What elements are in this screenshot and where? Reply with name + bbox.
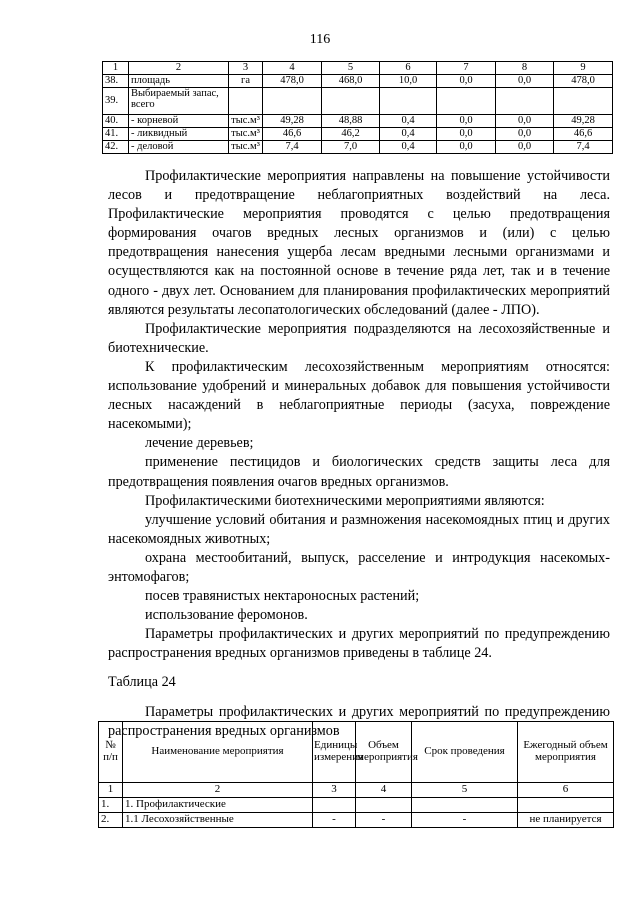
table-row: [103, 115, 613, 128]
table-row: [103, 88, 613, 115]
table-row: [103, 128, 613, 141]
header-cell: 1: [103, 62, 129, 75]
table-header-row: [103, 62, 613, 75]
row-volume: -: [356, 813, 412, 828]
header-cell: 8: [496, 62, 554, 75]
row-value: 0,0: [496, 141, 554, 154]
paragraph: Параметры профилактических и других мероприятий по предупреждению распространения вредных организмов приведены в таблице 24.: [108, 626, 610, 662]
header-cell: 7: [437, 62, 496, 75]
row-value: 49,28: [554, 115, 613, 128]
row-term: [412, 798, 518, 813]
forest-stock-table: [102, 61, 613, 154]
table-caption: Параметры профилактических и других мероприятий по предупреждению распространения вредных организмов: [108, 703, 610, 739]
row-value: 0,0: [496, 115, 554, 128]
page-number: 116: [309, 32, 331, 47]
row-value: 0,4: [380, 128, 437, 141]
table-row: [103, 75, 613, 88]
row-name: 1. Профилактические: [123, 798, 313, 813]
row-number: 41.: [103, 128, 129, 141]
row-value: 478,0: [554, 75, 613, 88]
table-row: [99, 813, 614, 828]
row-name: - деловой: [129, 141, 229, 154]
row-name: площадь: [129, 75, 229, 88]
row-value: 46,6: [263, 128, 322, 141]
paragraph: посев травянистых нектароносных растений;: [145, 588, 420, 605]
header-cell: 9: [554, 62, 613, 75]
row-value: 0,4: [380, 141, 437, 154]
paragraph: лечение деревьев;: [145, 435, 254, 452]
row-value: 0,4: [380, 115, 437, 128]
row-number: 2.: [99, 813, 123, 828]
table-header-row: [99, 722, 614, 783]
row-volume: [356, 798, 412, 813]
paragraph: улучшение условий обитания и размножения насекомоядных птиц и других насекомоядных животных;: [108, 511, 610, 547]
row-value: 7,0: [322, 141, 380, 154]
row-value: 478,0: [263, 75, 322, 88]
row-number: 38.: [103, 75, 129, 88]
row-annual: [518, 798, 614, 813]
row-name: - ликвидный: [129, 128, 229, 141]
paragraph: К профилактическим лесохозяйственным мероприятиям относятся: использование удобрений и минеральных добавок для повышения устойчивости лесных насаждений в неблагоприятные периоды (засуха, повреждение насекомыми);: [108, 358, 610, 433]
row-number: 1.: [99, 798, 123, 813]
row-name: Выбираемый запас, всего: [129, 88, 229, 115]
row-value: 46,2: [322, 128, 380, 141]
row-value: 10,0: [380, 75, 437, 88]
numbering-cell: 2: [123, 783, 313, 798]
row-value: 49,28: [263, 115, 322, 128]
row-value: 48,88: [322, 115, 380, 128]
table-label: Таблица 24: [108, 674, 176, 691]
header-cell: Наименование мероприятия: [123, 722, 313, 783]
row-value: 0,0: [437, 75, 496, 88]
row-value: [380, 88, 437, 115]
row-value: 0,0: [437, 141, 496, 154]
measures-table: [98, 721, 614, 828]
row-term: -: [412, 813, 518, 828]
row-value: [554, 88, 613, 115]
row-value: 7,4: [554, 141, 613, 154]
table-row: [99, 798, 614, 813]
row-value: 46,6: [554, 128, 613, 141]
row-unit: [229, 88, 263, 115]
paragraph: Профилактические мероприятия подразделяются на лесохозяйственные и биотехнические.: [108, 320, 610, 356]
row-value: 0,0: [496, 128, 554, 141]
header-cell: Срок проведения: [412, 722, 518, 783]
row-number: 39.: [103, 88, 129, 115]
header-cell: 2: [129, 62, 229, 75]
row-value: 0,0: [437, 128, 496, 141]
header-cell: Объем мероприятия: [356, 722, 412, 783]
row-unit: тыс.м³: [229, 128, 263, 141]
numbering-cell: 4: [356, 783, 412, 798]
body-text: [108, 167, 610, 741]
row-annual: не планируется: [518, 813, 614, 828]
header-cell: 4: [263, 62, 322, 75]
header-cell: 6: [380, 62, 437, 75]
row-number: 40.: [103, 115, 129, 128]
row-number: 42.: [103, 141, 129, 154]
row-value: 0,0: [496, 75, 554, 88]
row-value: 0,0: [437, 115, 496, 128]
header-cell: Ежегодный объем мероприятия: [518, 722, 614, 783]
table-row: [103, 141, 613, 154]
numbering-cell: 3: [313, 783, 356, 798]
paragraph: охрана местообитаний, выпуск, расселение и интродукция насекомых-энтомофагов;: [108, 549, 610, 585]
row-name: - корневой: [129, 115, 229, 128]
header-cell: Единицы измерения: [313, 722, 356, 783]
row-name: 1.1 Лесохозяйственные: [123, 813, 313, 828]
row-value: [322, 88, 380, 115]
numbering-cell: 1: [99, 783, 123, 798]
table-numbering-row: [99, 783, 614, 798]
row-value: 7,4: [263, 141, 322, 154]
header-cell: 5: [322, 62, 380, 75]
row-unit: [313, 798, 356, 813]
numbering-cell: 6: [518, 783, 614, 798]
row-unit: тыс.м³: [229, 115, 263, 128]
paragraph: Профилактические мероприятия направлены на повышение устойчивости лесов и предотвращение неблагоприятных воздействий на леса. Профилактические мероприятия проводятся с целью предотвращения формирования очагов вредных лесных организмов и (или) с целью предотвращения нанесения ущерба лесам вредными лесными организмами и осуществляются как на постоянной основе в течение ряда лет, так и в течение одного - двух лет. Основанием для планирования профилактических мероприятий являются результаты лесопатологических обследований (далее - ЛПО).: [108, 168, 610, 318]
numbering-cell: 5: [412, 783, 518, 798]
row-unit: -: [313, 813, 356, 828]
paragraph: Профилактическими биотехническими мероприятиями являются:: [145, 492, 545, 509]
row-unit: га: [229, 75, 263, 88]
paragraph: использование феромонов.: [145, 607, 308, 624]
header-cell: 3: [229, 62, 263, 75]
row-value: [496, 88, 554, 115]
row-value: [263, 88, 322, 115]
header-cell: № п/п: [99, 722, 123, 783]
paragraph: применение пестицидов и биологических средств защиты леса для предотвращения появления очагов вредных организмов.: [108, 454, 610, 490]
row-value: 468,0: [322, 75, 380, 88]
row-value: [437, 88, 496, 115]
row-unit: тыс.м³: [229, 141, 263, 154]
